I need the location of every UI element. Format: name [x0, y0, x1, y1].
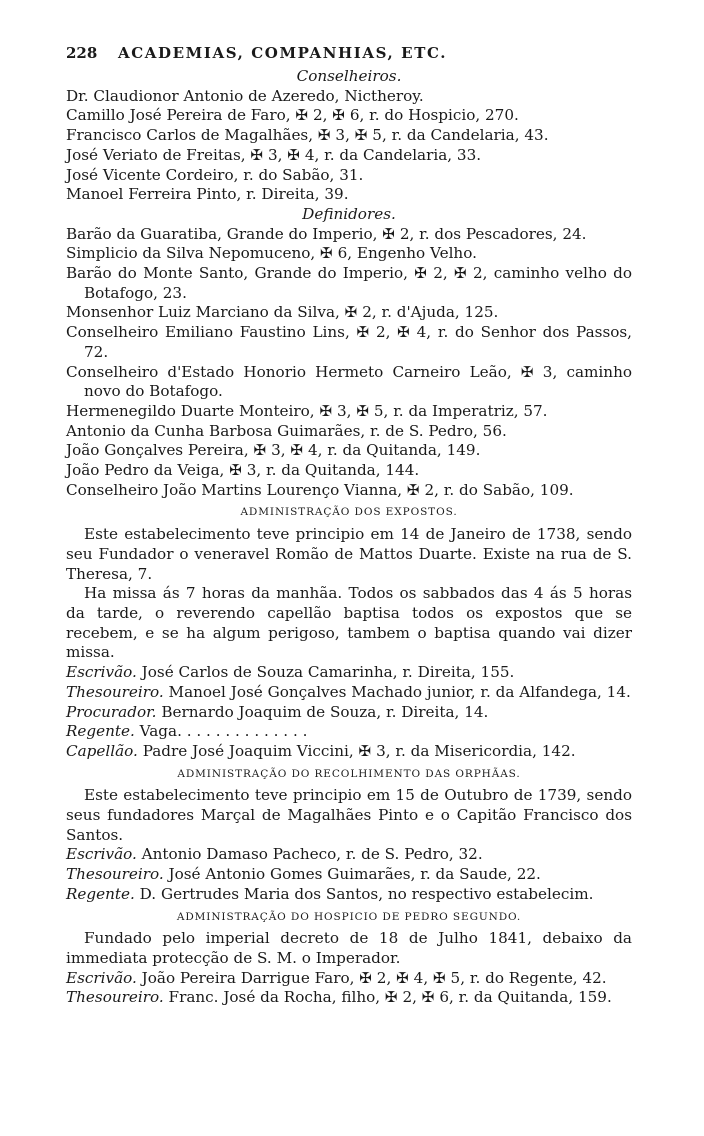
- staff-entry: [66, 683, 632, 703]
- conselheiros-heading: Conselheiros.: [296, 67, 402, 85]
- conselheiros-list: [66, 87, 632, 205]
- staff-role: Escrivão.: [66, 968, 137, 987]
- list-item: Monsenhor Luiz Marciano da Silva, ✠ 2, r. d'Ajuda, 125.: [66, 303, 499, 322]
- list-item: João Gonçalves Pereira, ✠ 3, ✠ 4, r. da Quitanda, 149.: [66, 441, 481, 460]
- staff-entry: [66, 845, 632, 865]
- staff-text: Manoel José Gonçalves Machado junior, r. da Alfandega, 14.: [168, 682, 631, 701]
- staff-entry: [66, 885, 632, 905]
- staff-text: Bernardo Joaquim de Souza, r. Direita, 14.: [161, 702, 489, 721]
- expostos-heading: ADMINISTRAÇÃO DOS EXPOSTOS.: [240, 506, 458, 519]
- list-item: Dr. Claudionor Antonio de Azeredo, Nictheroy.: [66, 86, 424, 105]
- list-item: José Vicente Cordeiro, r. do Sabão, 31.: [66, 165, 364, 184]
- staff-role: Thesoureiro.: [66, 988, 164, 1007]
- running-title: ACADEMIAS, COMPANHIAS, ETC.: [118, 44, 448, 62]
- list-item: Camillo José Pereira de Faro, ✠ 2, ✠ 6, r. do Hospicio, 270.: [66, 106, 519, 125]
- expostos-paragraph-2: Ha missa ás 7 horas da manhãa. Todos os sabbados das 4 ás 5 horas da tarde, o reverendo capellão baptisa todos os expostos que se recebem, e se ha algum perigoso, tambem o baptisa quando vai dizer missa.: [66, 584, 632, 662]
- list-item: Manoel Ferreira Pinto, r. Direita, 39.: [66, 185, 349, 204]
- staff-text: D. Gertrudes Maria dos Santos, no respectivo estabelecim.: [139, 884, 594, 903]
- list-item: Conselheiro d'Estado Honorio Hermeto Carneiro Leão, ✠ 3, caminho novo do Botafogo.: [66, 362, 632, 401]
- list-item: João Pedro da Veiga, ✠ 3, r. da Quitanda, 144.: [66, 461, 420, 480]
- staff-entry: [66, 663, 632, 683]
- staff-entry: [66, 742, 632, 762]
- staff-role: Regente.: [66, 722, 135, 741]
- list-item: Conselheiro Emiliano Faustino Lins, ✠ 2, ✠ 4, r. do Senhor dos Passos, 72.: [66, 323, 632, 361]
- hospicio-paragraph-1: Fundado pelo imperial decreto de 18 de Julho 1841, debaixo da immediata protecção de S. M. o Imperador.: [66, 929, 632, 967]
- list-item: Antonio da Cunha Barbosa Guimarães, r. de S. Pedro, 56.: [66, 421, 507, 440]
- hospicio-heading: ADMINISTRAÇÃO DO HOSPICIO DE PEDRO SEGUNDO.: [176, 910, 522, 923]
- staff-text: Antonio Damaso Pacheco, r. de S. Pedro, 32.: [141, 845, 483, 864]
- list-item: Barão da Guaratiba, Grande do Imperio, ✠ 2, r. dos Pescadores, 24.: [66, 224, 587, 243]
- page-number: 228: [66, 44, 98, 62]
- staff-role: Procurador.: [66, 702, 157, 721]
- staff-entry: [66, 988, 632, 1008]
- list-item: Francisco Carlos de Magalhães, ✠ 3, ✠ 5, r. da Candelaria, 43.: [66, 126, 549, 145]
- staff-role: Thesoureiro.: [66, 865, 164, 884]
- staff-entry: [66, 722, 632, 742]
- orphaas-heading: ADMINISTRAÇÃO DO RECOLHIMENTO DAS ORPHÃAS.: [177, 767, 521, 780]
- definidores-list: [66, 225, 632, 501]
- staff-role: Escrivão.: [66, 845, 137, 864]
- staff-text: José Carlos de Souza Camarinha, r. Direita, 155.: [141, 663, 515, 682]
- staff-text: Franc. José da Rocha, filho, ✠ 2, ✠ 6, r. da Quitanda, 159.: [168, 988, 612, 1007]
- staff-role: Capellão.: [66, 741, 138, 760]
- list-item: Barão do Monte Santo, Grande do Imperio, ✠ 2, ✠ 2, caminho velho do Botafogo, 23.: [66, 264, 632, 302]
- staff-role: Regente.: [66, 884, 135, 903]
- list-item: Simplicio da Silva Nepomuceno, ✠ 6, Engenho Velho.: [66, 244, 477, 263]
- staff-role: Escrivão.: [66, 663, 137, 682]
- list-item: Conselheiro João Martins Lourenço Vianna, ✠ 2, r. do Sabão, 109.: [66, 480, 574, 499]
- staff-text: Padre José Joaquim Viccini, ✠ 3, r. da Misericordia, 142.: [142, 741, 576, 760]
- staff-role: Thesoureiro.: [66, 682, 164, 701]
- expostos-paragraph-1: Este estabelecimento teve principio em 14 de Janeiro de 1738, sendo seu Fundador o veneravel Romão de Mattos Duarte. Existe na rua de S. Theresa, 7.: [66, 525, 632, 583]
- page-header: [66, 44, 632, 66]
- list-item: Hermenegildo Duarte Monteiro, ✠ 3, ✠ 5, r. da Imperatriz, 57.: [66, 401, 548, 420]
- staff-entry: [66, 703, 632, 723]
- orphaas-paragraph-1: Este estabelecimento teve principio em 15 de Outubro de 1739, sendo seus fundadores Marçal de Magalhães Pinto e o Capitão Francisco dos Santos.: [66, 786, 632, 844]
- document-page: [66, 44, 632, 1008]
- staff-entry: [66, 865, 632, 885]
- definidores-heading: Definidores.: [302, 204, 396, 223]
- list-item: José Veriato de Freitas, ✠ 3, ✠ 4, r. da Candelaria, 33.: [66, 145, 482, 164]
- staff-text: José Antonio Gomes Guimarães, r. da Saude, 22.: [168, 865, 541, 884]
- staff-text: Vaga. . . . . . . . . . . . . .: [139, 722, 308, 741]
- staff-entry: [66, 969, 632, 989]
- staff-text: João Pereira Darrigue Faro, ✠ 2, ✠ 4, ✠ 5, r. do Regente, 42.: [141, 968, 607, 987]
